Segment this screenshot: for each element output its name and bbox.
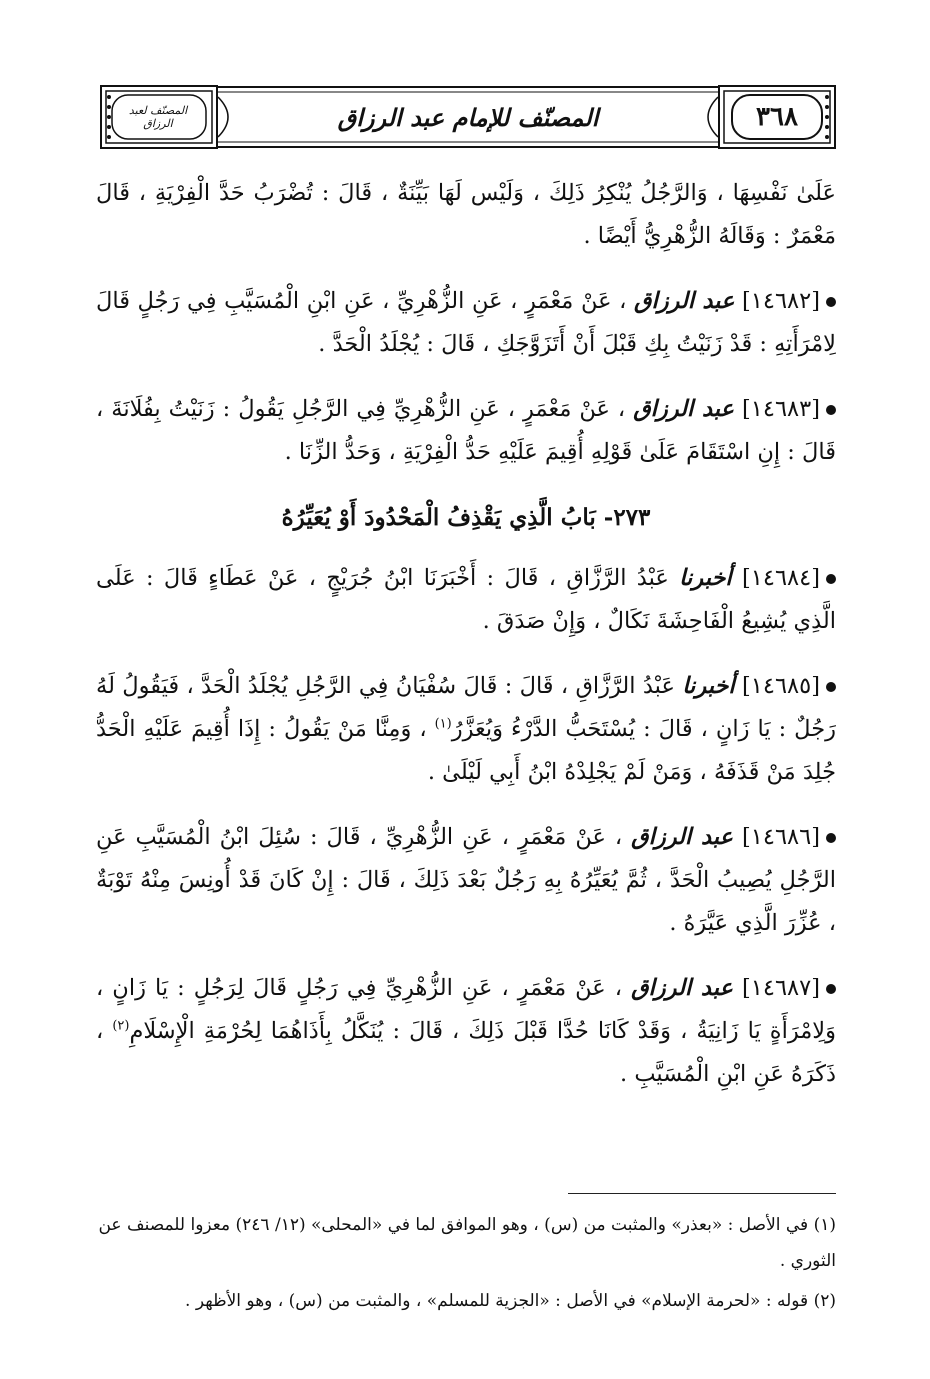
hadith-text: ، عَنْ مَعْمَرٍ ، عَنِ الزُّهْرِيِّ فِي رَجُلٍ قَالَ لِرَجُلٍ : يَا زَانٍ ، وَلِامْرَأَةٍ يَا زَانِيَةُ ، وَقَدْ كَانَا حُدَّا قَبْلَ ذَلِكَ ، قَالَ : يُنَكَّلُ بِأَذَاهُمَا لِحُرْمَةِ الْإِسْلَامِ	[96, 975, 836, 1044]
main-text	[96, 172, 836, 1118]
hadith-text: ، عَنْ مَعْمَرٍ ، عَنِ الزُّهْرِيِّ ، قَالَ : سُئِلَ ابْنُ الْمُسَيَّبِ عَنِ الرَّجُلِ يُصِيبُ الْحَدَّ ، ثُمَّ يُعَيِّرُهُ بِهِ رَجُلٌ بَعْدَ ذَلِكَ ، قَالَ : إِنْ كَانَ قَدْ أُونِسَ مِنْهُ تَوْبَةٌ ، عُزِّرَ الَّذِي عَيَّرَهُ .	[96, 824, 836, 936]
hadith-number: [١٤٦٨٢]	[742, 288, 820, 314]
header-seal: المصنّف لعبد الرزاق	[128, 104, 188, 130]
hadith-number: [١٤٦٨٥]	[742, 673, 820, 699]
hadith-text: عَبْدُ الرَّزَّاقِ ، قَالَ : أَخْبَرَنَا ابْنُ جُرَيْجٍ ، عَنْ عَطَاءٍ قَالَ : عَلَى الَّذِي يُشِيعُ الْفَاحِشَةَ نَكَالٌ ، وَإِنْ صَدَقَ .	[96, 565, 836, 634]
bullet-icon	[826, 574, 836, 584]
page-header	[100, 85, 836, 149]
bullet-icon	[826, 297, 836, 307]
hadith-source: عبد الرزاق	[631, 824, 733, 850]
footnote-divider	[568, 1193, 836, 1194]
footnote-1: (١) في الأصل : «بعذر» والمثبت من (س) ، وهو الموافق لما في «المحلى» (١٢/ ٢٤٦) معزوا للمصنف عن الثوري .	[98, 1215, 836, 1271]
bullet-icon	[826, 833, 836, 843]
hadith-14684	[96, 557, 836, 643]
header-title: المصنّف للإمام عبد الرزاق	[337, 102, 599, 132]
hadith-14682	[96, 280, 836, 366]
hadith-source: أخبرنا	[682, 673, 735, 699]
paragraph-continuation	[96, 172, 836, 258]
footnote-ref[interactable]: (١)	[434, 716, 452, 732]
hadith-14685	[96, 665, 836, 794]
hadith-source: عبد الرزاق	[631, 975, 733, 1001]
hadith-14687	[96, 967, 836, 1096]
chapter-heading: ٢٧٣- بَابُ الَّذِي يَقْذِفُ الْمَحْدُودَ أَوْ يُعَيِّرُهُ	[281, 504, 651, 531]
hadith-source: عبد الرزاق	[633, 396, 734, 422]
hadith-text: ، عَنْ مَعْمَرٍ ، عَنِ الزُّهْرِيِّ فِي الرَّجُلِ يَقُولُ : زَنَيْتُ بِفُلَانَةَ ، قَالَ : إِنِ اسْتَقَامَ عَلَىٰ قَوْلِهِ أُقِيمَ عَلَيْهِ حَدُّ الْفِرْيَةِ ، وَحَدُّ الزِّنَا .	[96, 396, 836, 465]
footnote-ref[interactable]: (٢)	[112, 1018, 130, 1034]
hadith-text-cont: ، ذَكَرَهُ عَنِ ابْنِ الْمُسَيَّبِ .	[96, 1018, 836, 1087]
footnote-2: (٢) قوله : «لحرمة الإسلام» في الأصل : «الجزية للمسلم» ، والمثبت من (س) ، وهو الأظهر .	[185, 1291, 836, 1311]
hadith-source: عبد الرزاق	[633, 288, 735, 314]
hadith-text: ، عَنْ مَعْمَرٍ ، عَنِ الزُّهْرِيِّ ، عَنِ ابْنِ الْمُسَيَّبِ فِي رَجُلٍ قَالَ لِامْرَأَتِهِ : قَدْ زَنَيْتُ بِكِ قَبْلَ أَنْ أَتَزَوَّجَكِ ، قَالَ : يُجْلَدُ الْحَدَّ .	[96, 288, 836, 357]
page-number: ٣٦٨	[756, 102, 798, 132]
paragraph-text: عَلَىٰ نَفْسِهَا ، وَالرَّجُلُ يُنْكِرُ ذَلِكَ ، وَلَيْس لَهَا بَيِّنَةٌ ، قَالَ : تُضْرَبُ حَدَّ الْفِرْيَةِ ، قَالَ مَعْمَرٌ : وَقَالَهُ الزُّهْرِيُّ أَيْضًا .	[96, 180, 836, 249]
hadith-14683	[96, 388, 836, 474]
bullet-icon	[826, 682, 836, 692]
hadith-number: [١٤٦٨٣]	[742, 396, 820, 422]
hadith-text-cont: ، وَمِنَّا مَنْ يَقُولُ : إِذَا أُقِيمَ عَلَيْهِ الْحَدُّ جُلِدَ مَنْ قَذَفَهُ ، وَمَنْ لَمْ يَجْلِدْهُ ابْنُ أَبِي لَيْلَىٰ .	[96, 716, 836, 785]
hadith-source: أخبرنا	[679, 565, 732, 591]
hadith-14686	[96, 816, 836, 945]
hadith-number: [١٤٦٨٦]	[742, 824, 820, 850]
footnotes	[96, 1207, 836, 1323]
hadith-number: [١٤٦٨٤]	[742, 565, 820, 591]
bullet-icon	[826, 984, 836, 994]
hadith-text: عَبْدُ الرَّزَّاقِ ، قَالَ : قَالَ سُفْيَانُ فِي الرَّجُلِ يُجْلَدُ الْحَدَّ ، فَيَقُولُ لَهُ رَجُلٌ : يَا زَانٍ ، قَالَ : يُسْتَحَبُّ الدَّرْءُ وَيُعَزَّرُ	[96, 673, 836, 742]
bullet-icon	[826, 405, 836, 415]
hadith-number: [١٤٦٨٧]	[742, 975, 820, 1001]
